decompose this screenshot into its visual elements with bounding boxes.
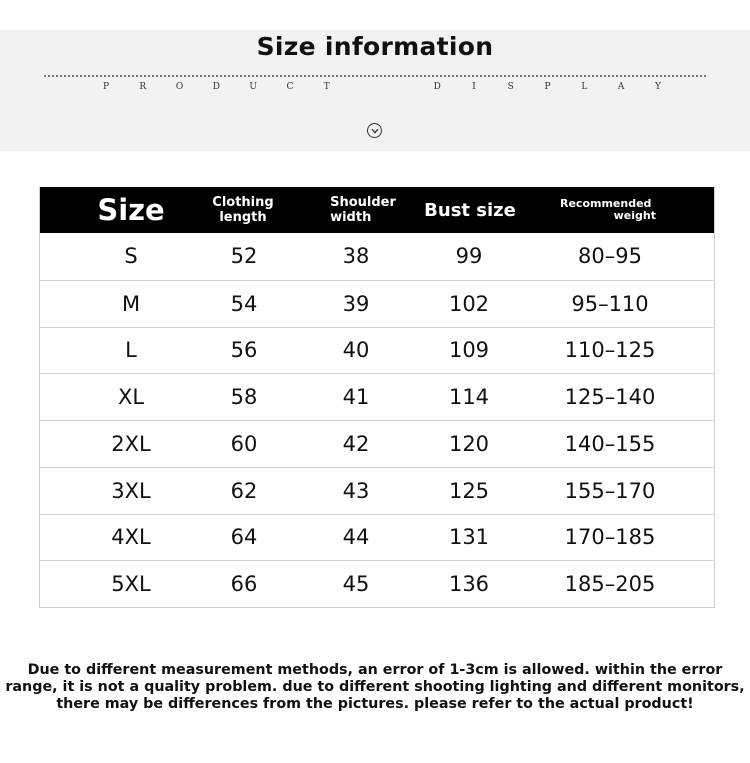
table-cell: 114	[448, 385, 490, 410]
header-clothing-length: Clothing length	[212, 195, 274, 225]
subtitle-letter: O	[175, 82, 184, 92]
subtitle-letter: U	[249, 82, 257, 92]
table-cell: 58	[230, 385, 258, 410]
table-cell: 45	[342, 572, 370, 597]
table-cell: 120	[448, 431, 490, 456]
table-cell: 95–110	[571, 291, 649, 316]
table-cell: 102	[448, 291, 490, 316]
table-row	[40, 560, 714, 607]
header-recommended-weight: Recommended weight	[560, 197, 656, 222]
table-cell: 43	[342, 478, 370, 503]
table-cell: 185–205	[564, 572, 656, 597]
header-bust-size: Bust size	[424, 199, 516, 221]
subtitle-letter: P	[102, 82, 110, 92]
header-size: Size	[97, 193, 165, 227]
note-line: there may be differences from the pictures. please refer to the actual product!	[56, 696, 694, 712]
table-cell: 5XL	[111, 572, 151, 597]
subtitle-letter: P	[544, 82, 551, 92]
table-cell: 56	[230, 338, 258, 363]
table-cell: 60	[230, 431, 258, 456]
table-cell: 3XL	[111, 478, 151, 503]
table-cell: 125	[448, 478, 490, 503]
subtitle-letter: L	[581, 82, 588, 92]
table-row	[40, 327, 714, 374]
subtitle-letter: S	[507, 82, 514, 92]
table-cell: 136	[448, 572, 490, 597]
table-cell: 64	[230, 525, 258, 550]
table-cell: 2XL	[111, 431, 151, 456]
table-cell: 80–95	[578, 244, 642, 269]
table-body	[40, 233, 714, 607]
table-cell: 140–155	[564, 431, 656, 456]
note-line: Due to different measurement methods, an error of 1-3cm is allowed. within the error	[27, 662, 723, 678]
table-cell: 110–125	[564, 338, 656, 363]
subtitle-letter: D	[212, 82, 220, 92]
table-row	[40, 467, 714, 514]
table-cell: 66	[230, 572, 258, 597]
table-cell: 42	[342, 431, 370, 456]
subtitle-letter: D	[433, 82, 441, 92]
header-shoulder-width: Shoulder width	[330, 195, 396, 225]
dotted-divider	[44, 75, 706, 77]
table-cell: 131	[448, 525, 490, 550]
table-row	[40, 373, 714, 420]
table-cell: 99	[455, 244, 483, 269]
table-cell: 125–140	[564, 385, 656, 410]
product-display-subtitle	[102, 82, 662, 96]
subtitle-letter: T	[323, 82, 330, 92]
table-cell: S	[124, 244, 138, 269]
table-cell: M	[121, 291, 141, 316]
table-cell: 4XL	[111, 525, 151, 550]
note-line: range, it is not a quality problem. due to different shooting lighting and different monitors,	[5, 679, 745, 695]
table-header	[40, 187, 714, 233]
chevron-down-circle-icon	[367, 123, 382, 138]
subtitle-letter: A	[617, 82, 625, 92]
table-cell: 44	[342, 525, 370, 550]
table-row	[40, 280, 714, 327]
disclaimer-note	[0, 662, 750, 713]
table-cell: 39	[342, 291, 370, 316]
table-cell: XL	[117, 385, 145, 410]
table-cell: 155–170	[564, 478, 656, 503]
table-cell: 170–185	[564, 525, 656, 550]
subtitle-letter: I	[472, 82, 476, 92]
table-row	[40, 233, 714, 280]
subtitle-letter: R	[139, 82, 147, 92]
table-row	[40, 420, 714, 467]
table-cell: 109	[448, 338, 490, 363]
table-cell: L	[125, 338, 137, 363]
subtitle-gap	[396, 82, 404, 96]
table-cell: 38	[342, 244, 370, 269]
page-title: Size information	[256, 32, 494, 61]
table-cell: 54	[230, 291, 258, 316]
table-cell: 40	[342, 338, 370, 363]
subtitle-letter: C	[286, 82, 294, 92]
subtitle-gap	[360, 82, 368, 96]
table-cell: 52	[230, 244, 258, 269]
table-cell: 41	[342, 385, 370, 410]
table-row	[40, 514, 714, 561]
size-table	[39, 187, 715, 608]
table-cell: 62	[230, 478, 258, 503]
subtitle-letter: Y	[654, 82, 661, 92]
